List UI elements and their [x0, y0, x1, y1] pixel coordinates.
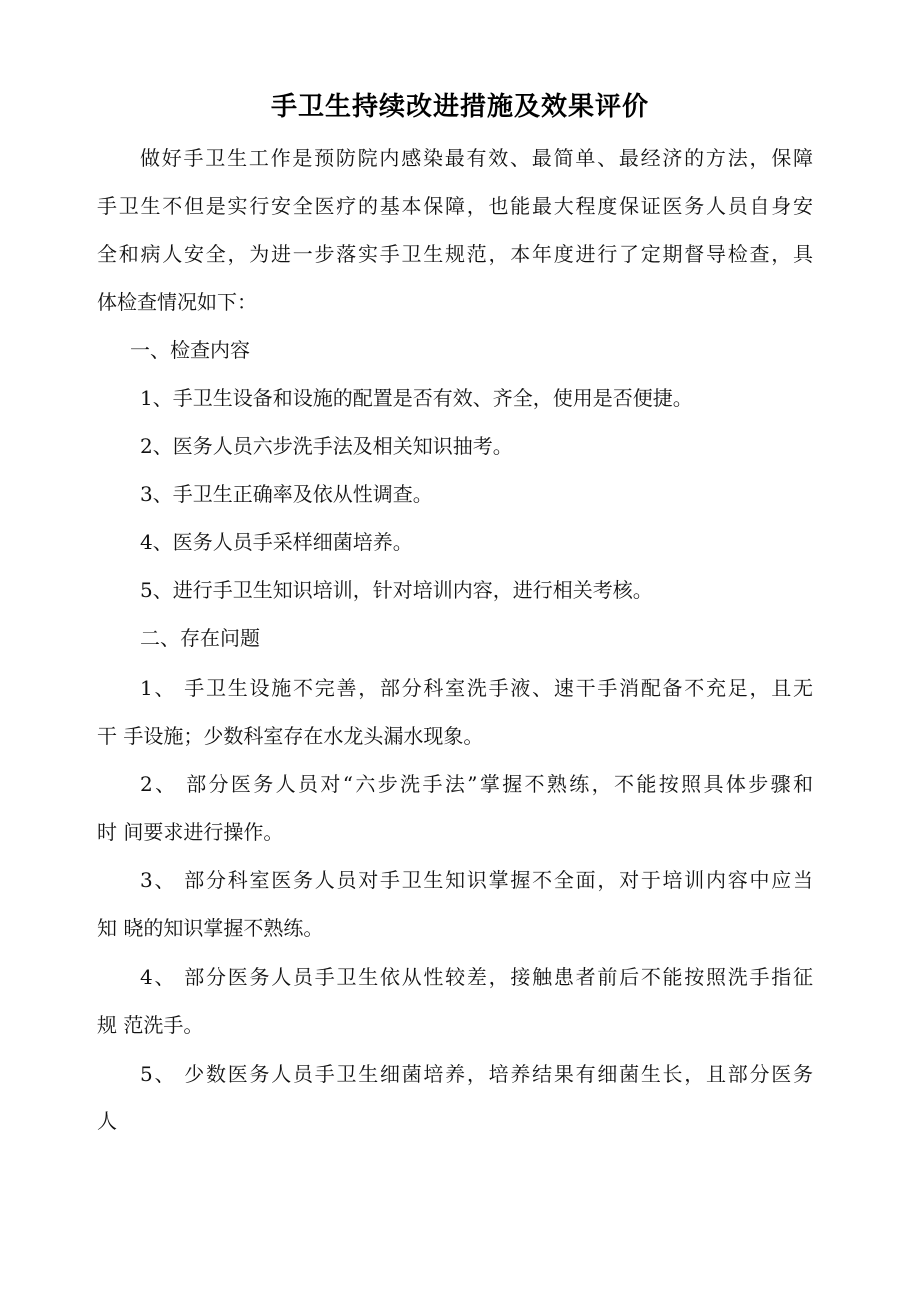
problem-item-4-line-2: 规 范洗手。 [97, 1013, 204, 1037]
problem-item-3-line-2: 知 晓的知识掌握不熟练。 [97, 916, 324, 940]
problem-item-5-line-1: 5、 少数医务人员手卫生细菌培养，培养结果有细菌生长，且部分医务 [140, 1062, 813, 1086]
problem-item-1-line-1: 1、 手卫生设施不完善，部分科室洗手液、速干手消配备不充足，且无 [140, 676, 813, 700]
inspection-item-4: 4、医务人员手采样细菌培养。 [140, 530, 413, 554]
problem-item-4-line-1: 4、 部分医务人员手卫生依从性较差，接触患者前后不能按照洗手指征 [140, 965, 813, 989]
intro-line-4: 体检查情况如下： [97, 290, 257, 314]
intro-line-1: 做好手卫生工作是预防院内感染最有效、最简单、最经济的方法，保障 [140, 146, 813, 170]
problem-item-2-line-2: 时 间要求进行操作。 [97, 820, 284, 844]
intro-line-3: 全和病人安全，为进一步落实手卫生规范，本年度进行了定期督导检查，具 [97, 242, 813, 266]
problem-item-3-line-1: 3、 部分科室医务人员对手卫生知识掌握不全面，对于培训内容中应当 [140, 868, 813, 892]
inspection-item-1: 1、手卫生设备和设施的配置是否有效、齐全，使用是否便捷。 [140, 386, 693, 410]
section-heading-inspection: 一、检查内容 [130, 338, 250, 362]
inspection-item-3: 3、手卫生正确率及依从性调查。 [140, 482, 433, 506]
intro-line-2: 手卫生不但是实行安全医疗的基本保障，也能最大程度保证医务人员自身安 [97, 194, 813, 218]
problem-item-1-line-2: 干 手设施；少数科室存在水龙头漏水现象。 [97, 724, 484, 748]
page-title: 手卫生持续改进措施及效果评价 [270, 92, 649, 122]
problem-item-5-line-2: 人 [97, 1109, 117, 1133]
problem-item-2-line-1: 2、 部分医务人员对“六步洗手法”掌握不熟练，不能按照具体步骤和 [140, 772, 813, 796]
section-heading-problems: 二、存在问题 [140, 626, 260, 650]
inspection-item-5: 5、进行手卫生知识培训，针对培训内容，进行相关考核。 [140, 578, 653, 602]
inspection-item-2: 2、医务人员六步洗手法及相关知识抽考。 [140, 434, 513, 458]
